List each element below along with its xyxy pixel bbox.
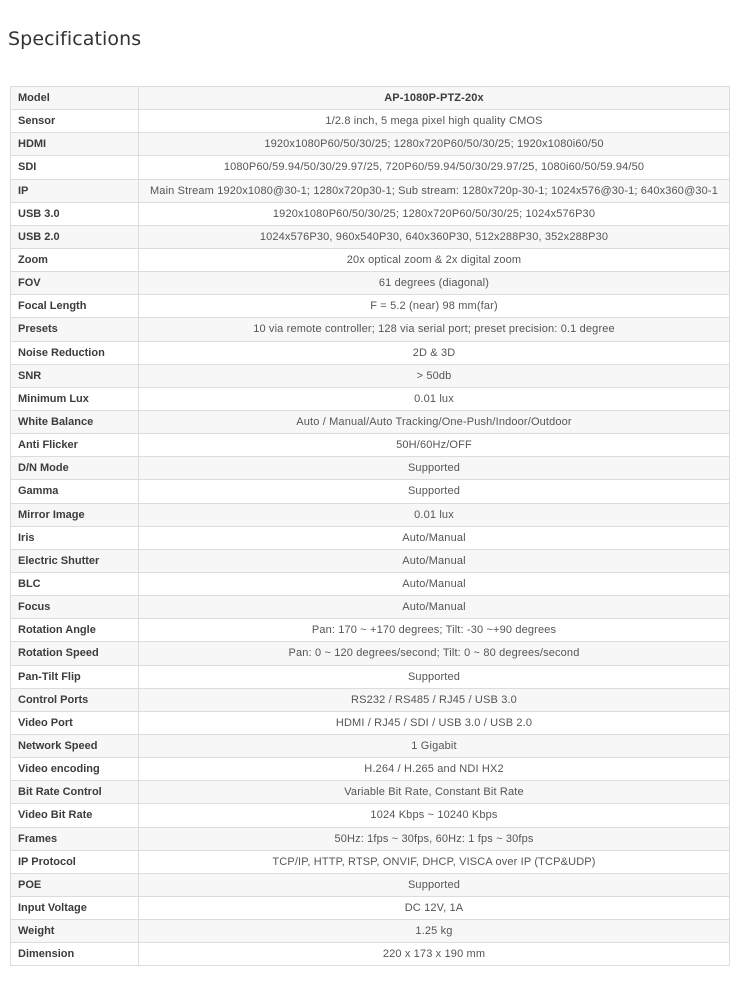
spec-label: HDMI [11, 133, 139, 156]
spec-label: BLC [11, 572, 139, 595]
spec-value: 1024 Kbps ~ 10240 Kbps [139, 804, 730, 827]
specifications-table-body [11, 87, 730, 966]
spec-row [11, 341, 730, 364]
spec-value: 2D & 3D [139, 341, 730, 364]
spec-label: FOV [11, 272, 139, 295]
spec-row [11, 87, 730, 110]
spec-value: F = 5.2 (near) 98 mm(far) [139, 295, 730, 318]
spec-row [11, 248, 730, 271]
spec-label: Bit Rate Control [11, 781, 139, 804]
spec-value: AP-1080P-PTZ-20x [139, 87, 730, 110]
spec-label: Zoom [11, 248, 139, 271]
spec-row [11, 272, 730, 295]
spec-row [11, 133, 730, 156]
spec-value: DC 12V, 1A [139, 896, 730, 919]
spec-row [11, 943, 730, 966]
spec-label: Frames [11, 827, 139, 850]
spec-label: Sensor [11, 110, 139, 133]
spec-label: D/N Mode [11, 457, 139, 480]
spec-label: White Balance [11, 410, 139, 433]
spec-row [11, 549, 730, 572]
page-title: Specifications [8, 28, 142, 50]
spec-label: USB 3.0 [11, 202, 139, 225]
spec-value: 0.01 lux [139, 503, 730, 526]
spec-row [11, 457, 730, 480]
spec-row [11, 642, 730, 665]
spec-label: Presets [11, 318, 139, 341]
spec-label: Control Ports [11, 688, 139, 711]
spec-row [11, 850, 730, 873]
spec-value: Auto/Manual [139, 572, 730, 595]
spec-value: Pan: 0 ~ 120 degrees/second; Tilt: 0 ~ 80 degrees/second [139, 642, 730, 665]
spec-label: Dimension [11, 943, 139, 966]
spec-row [11, 434, 730, 457]
spec-row [11, 781, 730, 804]
spec-row [11, 896, 730, 919]
spec-label: Gamma [11, 480, 139, 503]
spec-label: SNR [11, 364, 139, 387]
spec-row [11, 202, 730, 225]
spec-value: Auto/Manual [139, 526, 730, 549]
spec-row [11, 619, 730, 642]
spec-row [11, 711, 730, 734]
spec-label: Focal Length [11, 295, 139, 318]
spec-value: 50Hz: 1fps ~ 30fps, 60Hz: 1 fps ~ 30fps [139, 827, 730, 850]
spec-value: Pan: 170 ~ +170 degrees; Tilt: -30 ~+90 degrees [139, 619, 730, 642]
spec-value: Supported [139, 873, 730, 896]
spec-label: Minimum Lux [11, 387, 139, 410]
spec-row [11, 827, 730, 850]
spec-value: Auto/Manual [139, 596, 730, 619]
spec-value: Auto/Manual [139, 549, 730, 572]
spec-row [11, 873, 730, 896]
spec-value: RS232 / RS485 / RJ45 / USB 3.0 [139, 688, 730, 711]
spec-row [11, 179, 730, 202]
spec-row [11, 758, 730, 781]
spec-label: Anti Flicker [11, 434, 139, 457]
spec-value: 0.01 lux [139, 387, 730, 410]
spec-label: Input Voltage [11, 896, 139, 919]
spec-value: H.264 / H.265 and NDI HX2 [139, 758, 730, 781]
spec-row [11, 225, 730, 248]
spec-row [11, 387, 730, 410]
spec-value: Main Stream 1920x1080@30-1; 1280x720p30-1; Sub stream: 1280x720p-30-1; 1024x576@30-1; 640x360@30-1 [139, 179, 730, 202]
spec-row [11, 410, 730, 433]
spec-value: Auto / Manual/Auto Tracking/One-Push/Indoor/Outdoor [139, 410, 730, 433]
spec-label: Video encoding [11, 758, 139, 781]
spec-value: 1920x1080P60/50/30/25; 1280x720P60/50/30/25; 1024x576P30 [139, 202, 730, 225]
spec-value: 1/2.8 inch, 5 mega pixel high quality CMOS [139, 110, 730, 133]
spec-value: 50H/60Hz/OFF [139, 434, 730, 457]
spec-row [11, 156, 730, 179]
specifications-table [10, 86, 730, 966]
spec-label: Rotation Speed [11, 642, 139, 665]
specifications-table-container [10, 86, 730, 966]
spec-row [11, 480, 730, 503]
spec-value: > 50db [139, 364, 730, 387]
spec-label: Rotation Angle [11, 619, 139, 642]
spec-value: 61 degrees (diagonal) [139, 272, 730, 295]
spec-value: 1920x1080P60/50/30/25; 1280x720P60/50/30/25; 1920x1080i60/50 [139, 133, 730, 156]
spec-label: Network Speed [11, 734, 139, 757]
spec-value: 20x optical zoom & 2x digital zoom [139, 248, 730, 271]
spec-row [11, 920, 730, 943]
spec-label: Noise Reduction [11, 341, 139, 364]
spec-label: Pan-Tilt Flip [11, 665, 139, 688]
spec-value: 1024x576P30, 960x540P30, 640x360P30, 512x288P30, 352x288P30 [139, 225, 730, 248]
spec-value: Variable Bit Rate, Constant Bit Rate [139, 781, 730, 804]
spec-row [11, 572, 730, 595]
spec-label: IP Protocol [11, 850, 139, 873]
spec-label: Model [11, 87, 139, 110]
spec-value: HDMI / RJ45 / SDI / USB 3.0 / USB 2.0 [139, 711, 730, 734]
spec-label: IP [11, 179, 139, 202]
spec-row [11, 665, 730, 688]
spec-label: Mirror Image [11, 503, 139, 526]
spec-label: Focus [11, 596, 139, 619]
spec-row [11, 596, 730, 619]
spec-label: POE [11, 873, 139, 896]
spec-value: 10 via remote controller; 128 via serial port; preset precision: 0.1 degree [139, 318, 730, 341]
spec-label: SDI [11, 156, 139, 179]
spec-value: Supported [139, 457, 730, 480]
spec-value: 1.25 kg [139, 920, 730, 943]
spec-row [11, 734, 730, 757]
spec-value: Supported [139, 665, 730, 688]
spec-value: 1080P60/59.94/50/30/29.97/25, 720P60/59.94/50/30/29.97/25, 1080i60/50/59.94/50 [139, 156, 730, 179]
spec-label: Iris [11, 526, 139, 549]
spec-row [11, 688, 730, 711]
spec-row [11, 295, 730, 318]
spec-label: Electric Shutter [11, 549, 139, 572]
spec-value: TCP/IP, HTTP, RTSP, ONVIF, DHCP, VISCA over IP (TCP&UDP) [139, 850, 730, 873]
spec-row [11, 804, 730, 827]
spec-row [11, 503, 730, 526]
spec-value: Supported [139, 480, 730, 503]
spec-value: 220 x 173 x 190 mm [139, 943, 730, 966]
spec-value: 1 Gigabit [139, 734, 730, 757]
spec-label: USB 2.0 [11, 225, 139, 248]
spec-row [11, 364, 730, 387]
spec-label: Video Port [11, 711, 139, 734]
spec-row [11, 110, 730, 133]
spec-row [11, 318, 730, 341]
spec-row [11, 526, 730, 549]
spec-label: Video Bit Rate [11, 804, 139, 827]
spec-label: Weight [11, 920, 139, 943]
